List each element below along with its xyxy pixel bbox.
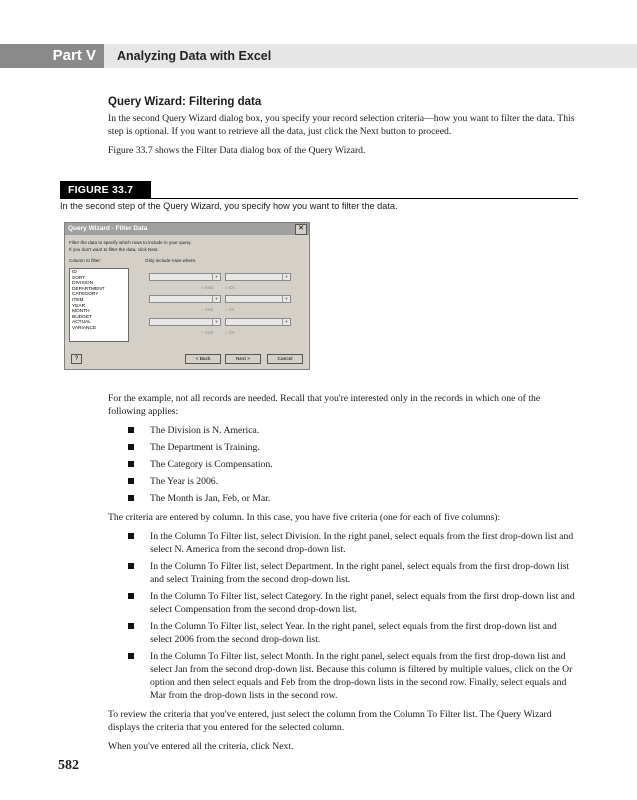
operator-dropdown-2[interactable] — [149, 295, 221, 303]
page-number: 582 — [58, 758, 79, 773]
chevron-down-icon: ▼ — [282, 274, 290, 280]
chapter-title: Analyzing Data with Excel — [117, 49, 272, 63]
intro-paragraph: In the second Query Wizard dialog box, you specify your record selection criteria—how you want to filter the data. This step is optional. If you want to retrieve all the data, just click the Next button to proceed. — [108, 113, 575, 137]
part-label: Part V — [0, 44, 104, 68]
dialog-titlebar — [65, 223, 309, 235]
chevron-down-icon: ▼ — [282, 296, 290, 302]
list-item: In the Column To Filter list, select Division. In the right panel, select equals from the first drop-down list and select N. America from the second drop-down list. — [108, 530, 578, 556]
instruction-line-2: If you don't want to filter the data, click Next. — [69, 247, 159, 252]
back-button[interactable]: < Back — [185, 354, 221, 364]
figure-label-bar — [60, 180, 578, 199]
and-radio-1[interactable]: ○ And — [201, 285, 213, 290]
close-icon[interactable]: ✕ — [295, 224, 307, 235]
list-item: The Department is Training. — [108, 441, 578, 454]
help-button[interactable]: ? — [71, 354, 82, 364]
steps-list — [108, 530, 578, 702]
paragraph: To review the criteria that you've entered, just select the column from the Column To Filter list. The Query Wizard displays the criteria that you entered for the selected column. — [108, 709, 552, 733]
list-item: The Category is Compensation. — [108, 458, 578, 471]
list-item[interactable]: MONTH — [72, 309, 90, 315]
operator-dropdown-3[interactable] — [149, 318, 221, 326]
cancel-button[interactable]: Cancel — [267, 354, 303, 364]
list-item[interactable]: YEAR — [72, 303, 86, 309]
bullet-icon — [128, 444, 134, 450]
list-item: In the Column To Filter list, select Department. In the right panel, select equals from the first drop-down list and select Training from the second drop-down list. — [108, 560, 578, 586]
body-text — [108, 392, 578, 759]
dialog-title: Query Wizard - Filter Data — [68, 225, 148, 232]
list-item: The Year is 2006. — [108, 475, 578, 488]
paragraph: For the example, not all records are needed. Recall that you're interested only in the records in which one of the following applies: — [108, 393, 541, 417]
list-item[interactable]: ITEM — [72, 297, 84, 303]
section-intro — [108, 96, 578, 163]
and-radio-3[interactable]: ○ And — [201, 330, 213, 335]
or-radio-1[interactable]: ○ Or — [225, 285, 235, 290]
and-radio-2[interactable]: ○ And — [201, 307, 213, 312]
next-button[interactable]: Next > — [225, 354, 261, 364]
bullet-icon — [128, 495, 134, 501]
value-dropdown-1[interactable] — [225, 273, 291, 281]
value-dropdown-2[interactable] — [225, 295, 291, 303]
bullet-icon — [128, 653, 134, 659]
column-to-filter-label: Column to filter: — [69, 258, 102, 263]
list-item[interactable]: ID — [72, 270, 77, 275]
or-radio-3[interactable]: ○ Or — [225, 330, 235, 335]
list-item: In the Column To Filter list, select Month. In the right panel, select equals from the first drop-down list and select Jan from the second drop-down list. Because this column is filtered by multiple values, click on the Or option and then select equals and Feb from the drop-down lists in the second row. Finally, select equals and Mar from the drop-down lists in the second row. — [108, 650, 578, 702]
list-item[interactable]: BUDGET — [72, 314, 92, 320]
list-item[interactable]: SORT — [72, 275, 86, 281]
list-item: The Division is N. America. — [108, 424, 578, 437]
list-item[interactable]: DEPARTMENT — [72, 286, 105, 292]
instruction-line-1: Filter the data to specify which rows to include in your query. — [69, 240, 192, 245]
paragraph: The criteria are entered by column. In this case, you have five criteria (one for each of five columns): — [108, 512, 501, 523]
filter-data-dialog — [64, 222, 310, 370]
bullet-icon — [128, 478, 134, 484]
criteria-label: Only include rows where: — [145, 258, 197, 263]
operator-dropdown-1[interactable] — [149, 273, 221, 281]
figure-reference: Figure 33.7 shows the Filter Data dialog box of the Query Wizard. — [108, 145, 366, 156]
list-item: In the Column To Filter list, select Category. In the right panel, select equals from the first drop-down list and select Compensation from the second drop-down list. — [108, 590, 578, 616]
bullet-icon — [128, 593, 134, 599]
paragraph: When you've entered all the criteria, click Next. — [108, 741, 294, 752]
list-item: The Month is Jan, Feb, or Mar. — [108, 492, 578, 505]
list-item[interactable]: ACTUAL — [72, 320, 91, 326]
chevron-down-icon: ▼ — [212, 319, 220, 325]
value-dropdown-3[interactable] — [225, 318, 291, 326]
list-item[interactable]: VARIANCE — [72, 325, 97, 331]
list-item[interactable]: DIVISION — [72, 281, 94, 287]
chevron-down-icon: ▼ — [212, 296, 220, 302]
or-radio-2[interactable]: ○ Or — [225, 307, 235, 312]
chevron-down-icon: ▼ — [282, 319, 290, 325]
conditions-list — [108, 424, 578, 505]
bullet-icon — [128, 461, 134, 467]
list-item: In the Column To Filter list, select Year. In the right panel, select equals from the first drop-down list and select 2006 from the second drop-down list. — [108, 620, 578, 646]
bullet-icon — [128, 533, 134, 539]
bullet-icon — [128, 563, 134, 569]
section-heading: Query Wizard: Filtering data — [108, 96, 262, 108]
bullet-icon — [128, 427, 134, 433]
bullet-icon — [128, 623, 134, 629]
list-item[interactable]: CATEGORY — [72, 292, 99, 298]
column-list[interactable] — [69, 268, 129, 342]
figure-caption: In the second step of the Query Wizard, you specify how you want to filter the data. — [60, 201, 398, 211]
figure-label: FIGURE 33.7 — [60, 181, 151, 199]
chevron-down-icon: ▼ — [212, 274, 220, 280]
